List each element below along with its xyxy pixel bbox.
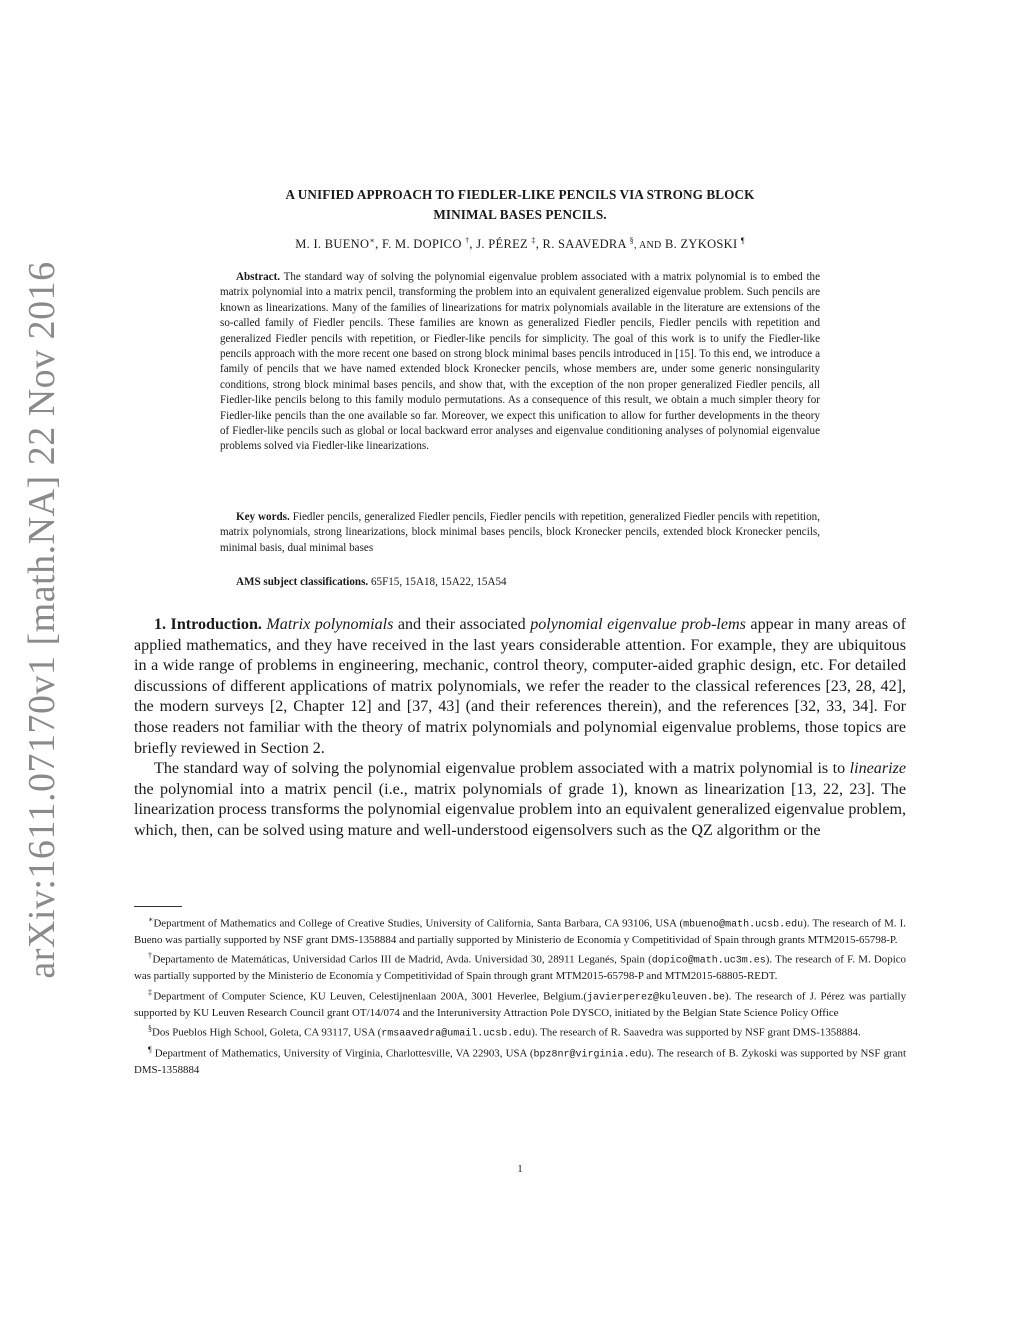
intro-paragraph-2 (134, 759, 906, 841)
footnote-2 (134, 948, 906, 984)
author-list (134, 236, 906, 252)
author-bueno: M. I. BUENO (295, 237, 370, 252)
email-link[interactable]: dopico@math.uc3m.es (651, 956, 766, 968)
author-perez: , J. PÉREZ (469, 237, 532, 252)
keywords-text: Fiedler pencils, generalized Fiedler pencils, Fiedler pencils with repetition, generalized Fiedler pencils with repetition, matrix polynomials, strong linearizations, block minimal bases pencils, block Kronecker pencils, extended block Kronecker pencils, minimal basis, dual minimal bases (220, 511, 820, 554)
footnote-text: ). The research of M. I. Bueno was partially supported by NSF grant DMS-1358884 and partially supported by Ministerio de Economía y Competitividad of Spain through grants MTM2015-65798-P. (134, 917, 906, 947)
footnotes (134, 912, 906, 1079)
author-mark: ‡ (531, 236, 536, 245)
title-line-1: A UNIFIED APPROACH TO FIEDLER-LIKE PENCILS VIA STRONG BLOCK (285, 187, 755, 202)
intro-term-pep: polynomial eigenvalue prob-lems (530, 616, 746, 633)
footnote-rule (134, 906, 182, 907)
arxiv-sidebar (0, 0, 80, 1320)
footnote-4 (134, 1021, 906, 1042)
keywords (220, 510, 820, 556)
page-number: 1 (517, 1163, 523, 1175)
footnote-text: ). The research of B. Zykoski was supported by NSF grant DMS-1358884 (134, 1047, 906, 1077)
author-zykoski: B. ZYKOSKI (661, 237, 741, 252)
footnote-1 (134, 912, 906, 948)
intro-term-matrix-polynomials: Matrix polynomials (266, 616, 394, 633)
author-mark: § (629, 236, 634, 245)
introduction-section (134, 615, 906, 842)
email-link[interactable]: rmsaavedra@umail.ucsb.edu (381, 1028, 532, 1040)
author-mark: † (465, 236, 470, 245)
author-mark: ∗ (369, 236, 376, 245)
footnote-mark: ¶ (148, 1045, 152, 1055)
footnote-text: ). The research of F. M. Dopico was partially supported by the Ministerio de Economía y Competitividad of Spain through grant MTM2015-65798-P and MTM2015-68805-REDT. (134, 954, 906, 983)
abstract-label: Abstract. (236, 271, 281, 283)
author-and: , AND (633, 240, 662, 252)
abstract (220, 270, 820, 455)
footnote-mark: § (148, 1024, 152, 1034)
intro-text: appear in many areas of applied mathematics, and they have received in the last years considerable attention. For example, they are ubiquitous in a wide range of problems in engineering, mechanic, control theory, computer-aided graphic design, etc. For detailed discussions of different applications of matrix polynomials, we refer the reader to the classical references [23, 28, 42], the modern surveys [2, Chapter 12] and [37, 43] (and their references therein), and the references [32, 33, 34]. For those readers not familiar with the theory of matrix polynomials and polynomial eigenvalue problems, those topics are briefly reviewed in Section 2. (134, 616, 906, 757)
author-saavedra: , R. SAAVEDRA (535, 237, 630, 252)
keywords-label: Key words. (236, 511, 290, 523)
footnote-mark: ‡ (148, 987, 154, 997)
footnote-text: Department of Mathematics, University of Virginia, Charlottesville, VA 22903, USA ( (151, 1047, 534, 1060)
footnote-mark: ∗ (148, 915, 154, 924)
footnote-text: ). The research of R. Saavedra was supported by NSF grant DMS-1358884. (531, 1026, 861, 1039)
author-dopico: , F. M. DOPICO (375, 237, 466, 252)
email-link[interactable]: javierperez@kuleuven.be (587, 992, 726, 1004)
footnote-text: Dos Pueblos High School, Goleta, CA 93117, USA ( (152, 1026, 382, 1039)
footnote-5 (134, 1042, 906, 1078)
arxiv-identifier-text: arXiv:1611.07170v1 [math.NA] 22 Nov 2016 (21, 261, 63, 979)
paper-title (134, 185, 906, 225)
intro-text: the polynomial into a matrix pencil (i.e., matrix polynomials of grade 1), known as linearization [13, 22, 23]. The linearization process transforms the polynomial eigenvalue problem into an equivalent generalized eigenvalue problem, which, then, can be solved using mature and well-understood eigensolvers such as the QZ algorithm or the (134, 780, 906, 839)
intro-paragraph-1 (134, 615, 906, 759)
footnote-text: Department of Mathematics and College of Creative Studies, University of California, Santa Barbara, CA 93106, USA ( (153, 917, 684, 930)
ams-label: AMS subject classifications. (236, 576, 369, 588)
footnote-text: ). The research of J. Pérez was partially supported by KU Leuven Research Council grant OT/14/074 and the Interuniversity Attraction Pole DYSCO, initiated by the Belgian State Science Policy Office (134, 990, 907, 1019)
email-link[interactable]: bpz8nr@virginia.edu (533, 1049, 648, 1061)
footnote-text: Department of Computer Science, KU Leuven, Celestijnenlaan 200A, 3001 Heverlee, Belgium.( (153, 990, 588, 1003)
ams-text: 65F15, 15A18, 15A22, 15A54 (370, 576, 507, 588)
intro-term-linearize: linearize (849, 760, 906, 778)
abstract-text: The standard way of solving the polynomial eigenvalue problem associated with a matrix polynomial is to embed the matrix polynomial into a matrix pencil, transforming the problem into an equivalent generalized eigenvalue problem. Such pencils are known as linearizations. Many of the families of linearizations for matrix polynomials available in the literature are extensions of the so-called family of Fiedler pencils. These families are known as generalized Fiedler pencils, Fiedler pencils with repetition and generalized Fiedler pencils with repetition, or Fiedler-like pencils for simplicity. The goal of this work is to unify the Fiedler-like pencils approach with the more recent one based on strong block minimal bases pencils introduced in [15]. To this end, we introduce a family of pencils that we have named extended block Kronecker pencils, whose members are, under some generic nonsingularity conditions, strong block minimal bases pencils, and show that, with the exception of the non proper generalized Fiedler pencils, all Fiedler-like pencils belong to this family modulo permutations. As a consequence of this result, we obtain a much simpler theory for Fiedler-like pencils than the one available so far. Moreover, we expect this unification to allow for further developments in the theory of Fiedler-like pencils such as global or local backward error analyses and eigenvalue conditioning analyses of polynomial eigenvalue problems solved via Fiedler-like linearizations. (220, 271, 821, 453)
intro-text: and their associated (393, 616, 531, 633)
footnote-mark: † (148, 951, 153, 961)
footnote-3 (134, 985, 906, 1021)
footnote-text: Departamento de Matemáticas, Universidad Carlos III de Madrid, Avda. Universidad 30, 28911 Leganés, Spain ( (152, 954, 652, 967)
ams-classification (220, 575, 820, 590)
author-mark: ¶ (740, 236, 745, 245)
email-link[interactable]: mbueno@math.ucsb.edu (683, 919, 804, 931)
section-heading: 1. Introduction. (154, 616, 262, 633)
title-line-2: MINIMAL BASES PENCILS. (433, 207, 607, 222)
intro-text: The standard way of solving the polynomial eigenvalue problem associated with a matrix polynomial is to (154, 760, 850, 778)
